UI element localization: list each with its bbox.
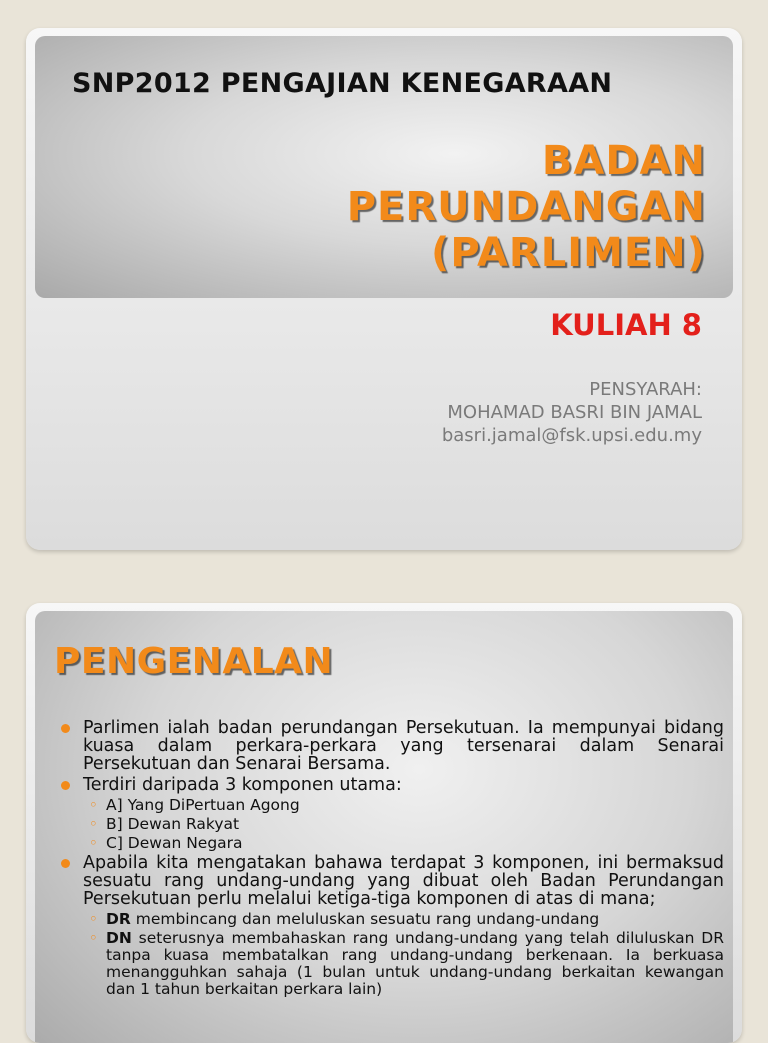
sub-bullet-item <box>89 911 724 928</box>
lecturer-email: basri.jamal@fsk.upsi.edu.my <box>441 425 702 446</box>
title-line-3: (PARLIMEN) <box>431 230 706 276</box>
lecture-number: KULIAH 8 <box>550 308 702 342</box>
dr-label: DR <box>106 910 131 928</box>
lecturer-info <box>442 378 702 447</box>
component-list <box>89 797 724 852</box>
dr-text: membincang dan meluluskan sesuatu rang undang-undang <box>130 910 600 928</box>
sub-bullet-item: ◦ B] Dewan Rakyat <box>89 816 724 833</box>
sub-bullet-item: ◦ C] Dewan Negara <box>89 835 724 852</box>
sub-bullet-item <box>89 930 724 998</box>
slide-heading: PENGENALAN <box>54 641 334 682</box>
bullet-item: Parlimen ialah badan perundangan Persekutuan. Ia mempunyai bidang kuasa dalam perkara-perkara yang tersenarai dalam Senarai Persekutuan dan Senarai Bersama. <box>61 719 724 773</box>
lecturer-name: MOHAMAD BASRI BIN JAMAL <box>447 402 702 423</box>
slide-title <box>347 138 706 276</box>
process-list <box>89 911 724 998</box>
intro-slide <box>26 603 742 1043</box>
lecturer-label: PENSYARAH: <box>589 379 702 400</box>
dn-text: seterusnya membahaskan rang undang-undang yang telah diluluskan DR tanpa kuasa membatalkan rang undang-undang berkenaan. Ia berkuasa menangguhkan sahaja (1 bulan untuk undang-undang berkaitan kewangan dan 1 tahun berkaitan perkara lain) <box>106 929 724 998</box>
sub-bullet-item: ◦ A] Yang DiPertuan Agong <box>89 797 724 814</box>
title-slide <box>26 28 742 550</box>
title-line-1: BADAN <box>541 138 706 184</box>
dn-label: DN <box>106 929 132 947</box>
course-title: SNP2012 PENGAJIAN KENEGARAAN <box>72 68 613 99</box>
title-line-2: PERUNDANGAN <box>346 184 706 230</box>
bullet-item: Apabila kita mengatakan bahawa terdapat 3 komponen, ini bermaksud sesuatu rang undang-undang yang dibuat oleh Badan Perundangan Persekutuan perlu melalui ketiga-tiga komponen di atas di mana; <box>61 854 724 908</box>
bullet-item: Terdiri daripada 3 komponen utama: <box>61 776 724 794</box>
bullet-list <box>61 719 724 1000</box>
